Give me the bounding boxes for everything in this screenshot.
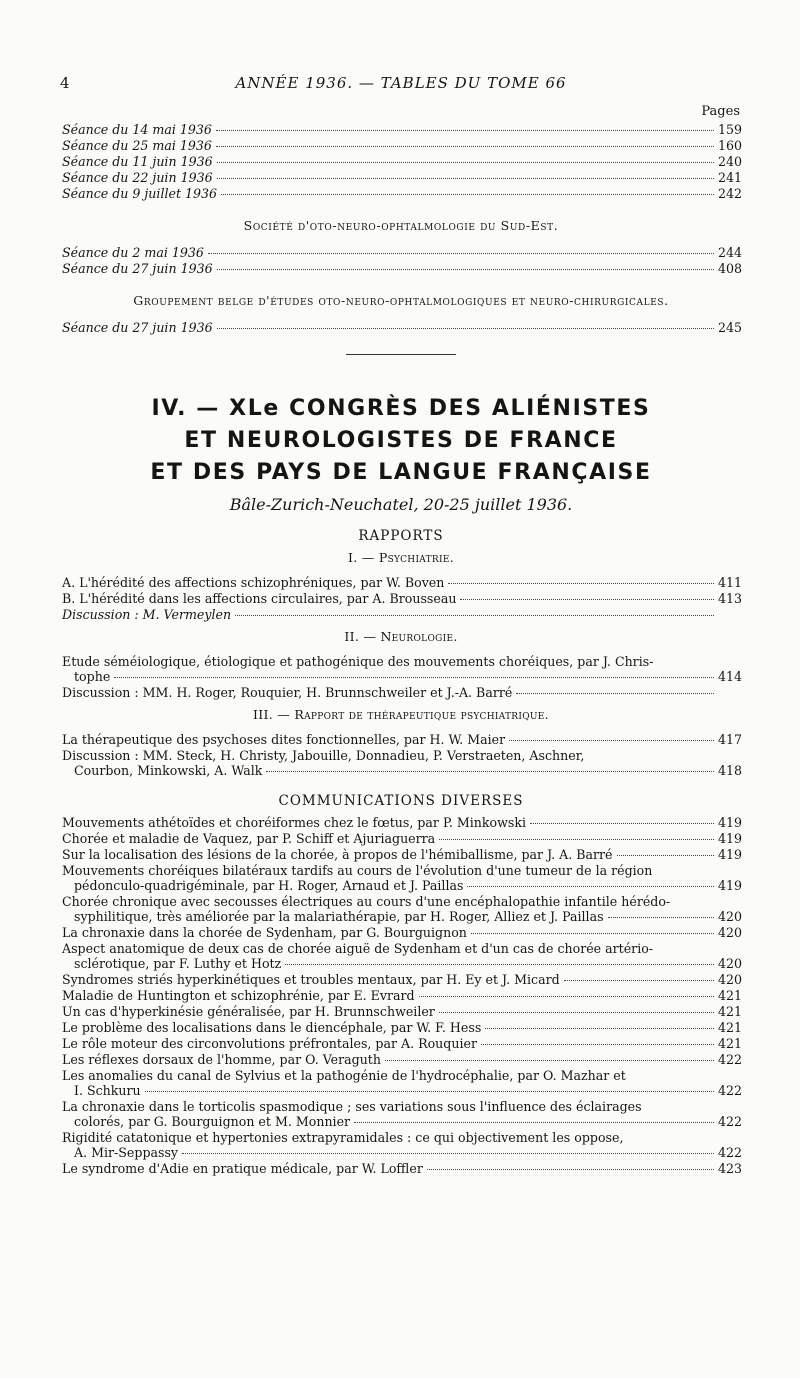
- toc-entry: [62, 669, 743, 685]
- leader-dots: [485, 1028, 714, 1029]
- leader-dots: [564, 980, 714, 981]
- entry-title: Le syndrome d'Adie en pratique médicale, par W. Loffler: [62, 1161, 423, 1176]
- entry-title: colorés, par G. Bourguignon et M. Monnier: [74, 1114, 351, 1129]
- entry-line: La chronaxie dans le torticolis spasmodique ; ses variations sous l'influence des éclairages: [62, 1099, 642, 1114]
- seances-list-2: [62, 245, 743, 277]
- entry-title: pédonculo-quadrigéminale, par H. Roger, Arnaud et J. Paillas: [74, 878, 464, 893]
- part1-list: [62, 575, 743, 623]
- entry-page: 414: [718, 669, 743, 684]
- entry-page: 244: [718, 245, 743, 260]
- entry-title: Discussion : M. Vermeylen: [62, 607, 232, 622]
- leader-dots: [217, 328, 714, 329]
- communications-heading: COMMUNICATIONS DIVERSES: [278, 793, 524, 809]
- entry-title: Séance du 11 juin 1936: [62, 154, 213, 169]
- entry-title: Séance du 2 mai 1936: [62, 245, 204, 260]
- entry-title: Chorée et maladie de Vaquez, par P. Schiff et Ajuriaguerra: [62, 831, 436, 846]
- toc-entry: [62, 1145, 743, 1161]
- leader-dots: [217, 162, 714, 163]
- entry-title: Courbon, Minkowski, A. Walk: [74, 763, 263, 778]
- leader-dots: [608, 917, 714, 918]
- leader-dots: [471, 933, 714, 934]
- toc-entry: [62, 1036, 743, 1052]
- entry-title: B. L'hérédité dans les affections circulaires, par A. Brousseau: [62, 591, 457, 606]
- toc-entry: [62, 320, 743, 336]
- running-header: [62, 70, 740, 94]
- leader-dots: [217, 269, 714, 270]
- entry-title: sclérotique, par F. Luthy et Hotz: [74, 956, 282, 971]
- section-divider: [346, 354, 456, 355]
- multiline-entry: [62, 941, 743, 972]
- entry-page: 411: [718, 575, 743, 590]
- toc-entry: [62, 186, 743, 202]
- part2-heading: II. — Neurologie.: [344, 629, 458, 644]
- entry-page: 408: [718, 261, 743, 276]
- toc-entry: [62, 972, 743, 988]
- toc-entry: [62, 815, 743, 831]
- entry-page: 422: [718, 1114, 743, 1129]
- entry-page: 418: [718, 763, 743, 778]
- leader-dots: [385, 1060, 714, 1061]
- pages-column-label: Pages: [701, 104, 740, 119]
- toc-entry: [62, 847, 743, 863]
- leader-dots: [216, 130, 714, 131]
- leader-dots: [467, 886, 714, 887]
- leader-dots: [266, 771, 714, 772]
- entry-line: Mouvements choréiques bilatéraux tardifs au cours de l'évolution d'une tumeur de la région: [62, 863, 653, 878]
- toc-entry: [62, 988, 743, 1004]
- toc-entry: [62, 1052, 743, 1068]
- toc-entry: [62, 154, 743, 170]
- leader-dots: [427, 1169, 714, 1170]
- toc-entry: [62, 956, 743, 972]
- page-number: 4: [60, 74, 70, 92]
- leader-dots: [114, 677, 714, 678]
- toc-entry: [62, 138, 743, 154]
- entry-page: 421: [718, 1004, 743, 1019]
- leader-dots: [217, 178, 714, 179]
- entry-line: Chorée chronique avec secousses électriques au cours d'une encéphalopathie infantile hérédo-: [62, 894, 671, 909]
- part3-list: [62, 732, 743, 779]
- entry-title: tophe: [74, 669, 111, 684]
- toc-entry: [62, 732, 743, 748]
- toc-entry: [62, 831, 743, 847]
- entry-page: 420: [718, 925, 743, 940]
- multiline-entry: [62, 1099, 743, 1130]
- multiline-entry: [62, 863, 743, 894]
- entry-line: Discussion : MM. Steck, H. Christy, Jabouille, Donnadieu, P. Verstraeten, Aschner,: [62, 748, 585, 763]
- entry-title: Séance du 9 juillet 1936: [62, 186, 218, 201]
- entry-page: 160: [718, 138, 743, 153]
- leader-dots: [285, 964, 714, 965]
- toc-entry: [62, 1083, 743, 1099]
- multiline-entry: [62, 748, 743, 779]
- entry-page: 420: [718, 956, 743, 971]
- toc-entry: [62, 170, 743, 186]
- congres-subtitle: Bâle-Zurich-Neuchatel, 20-25 juillet 1936.: [229, 495, 573, 514]
- leader-dots: [354, 1122, 714, 1123]
- leader-dots: [481, 1044, 714, 1045]
- entry-page: 159: [718, 122, 743, 137]
- leader-dots: [439, 1012, 714, 1013]
- leader-dots: [235, 615, 714, 616]
- entry-title: La thérapeutique des psychoses dites fonctionnelles, par H. W. Maier: [62, 732, 506, 747]
- leader-dots: [439, 839, 714, 840]
- entry-title: Séance du 14 mai 1936: [62, 122, 212, 137]
- entry-title: syphilitique, très améliorée par la malariathérapie, par H. Roger, Alliez et J. Paillas: [74, 909, 604, 924]
- document-page: [60, 70, 743, 1177]
- entry-title: Séance du 27 juin 1936: [62, 261, 213, 276]
- entry-line: Les anomalies du canal de Sylvius et la pathogénie de l'hydrocéphalie, par O. Mazhar et: [62, 1068, 626, 1083]
- entry-title: Séance du 27 juin 1936: [62, 320, 213, 335]
- entry-title: La chronaxie dans la chorée de Sydenham, par G. Bourguignon: [62, 925, 467, 940]
- entry-page: 417: [718, 732, 743, 747]
- leader-dots: [460, 599, 714, 600]
- entry-line: Aspect anatomique de deux cas de chorée aiguë de Sydenham et d'un cas de chorée artério-: [62, 941, 654, 956]
- entry-page: 245: [718, 320, 743, 335]
- entry-title: Les réflexes dorsaux de l'homme, par O. Veraguth: [62, 1052, 381, 1067]
- multiline-entry: [62, 654, 743, 685]
- leader-dots: [516, 693, 714, 694]
- entry-page: 240: [718, 154, 743, 169]
- congres-title-line-2: ET NEUROLOGISTES DE FRANCE: [184, 428, 618, 453]
- societe-heading: Société d'oto-neuro-ophtalmologie du Sud-Est.: [243, 218, 559, 233]
- leader-dots: [182, 1153, 714, 1154]
- entry-title: A. L'hérédité des affections schizophréniques, par W. Boven: [62, 575, 445, 590]
- congres-title-line-1: IV. — XLe CONGRÈS DES ALIÉNISTES: [151, 396, 651, 421]
- entry-page: 419: [718, 831, 743, 846]
- leader-dots: [208, 253, 714, 254]
- congres-title-line-3: ET DES PAYS DE LANGUE FRANÇAISE: [150, 460, 652, 485]
- leader-dots: [419, 996, 714, 997]
- toc-entry: [62, 261, 743, 277]
- entry-title: Le problème des localisations dans le diencéphale, par W. F. Hess: [62, 1020, 482, 1035]
- entry-page: 242: [718, 186, 743, 201]
- toc-entry: [62, 1161, 743, 1177]
- entry-title: Un cas d'hyperkinésie généralisée, par H. Brunnschweiler: [62, 1004, 435, 1019]
- groupement-heading: Groupement belge d'études oto-neuro-ophtalmologiques et neuro-chirurgicales.: [133, 293, 669, 308]
- entry-page: 422: [718, 1083, 743, 1098]
- entry-page: 421: [718, 988, 743, 1003]
- entry-title: Mouvements athétoïdes et choréiformes chez le fœtus, par P. Minkowski: [62, 815, 527, 830]
- entry-page: 419: [718, 815, 743, 830]
- toc-entry: [62, 245, 743, 261]
- toc-entry: [62, 1020, 743, 1036]
- entry-title: Sur la localisation des lésions de la chorée, à propos de l'hémiballisme, par J. A. Barré: [62, 847, 613, 862]
- entry-page: 419: [718, 847, 743, 862]
- entry-line: Etude séméiologique, étiologique et pathogénique des mouvements choréiques, par J. Chris-: [62, 654, 654, 669]
- entry-page: 420: [718, 909, 743, 924]
- toc-entry: [62, 607, 740, 623]
- entry-page: 422: [718, 1052, 743, 1067]
- multiline-entry: [62, 1068, 743, 1099]
- leader-dots: [509, 740, 714, 741]
- part2-list: [62, 654, 743, 701]
- entry-page: 419: [718, 878, 743, 893]
- entry-page: 413: [718, 591, 743, 606]
- entry-page: 420: [718, 972, 743, 987]
- toc-entry: [62, 763, 743, 779]
- leader-dots: [617, 855, 714, 856]
- entry-title: Séance du 22 juin 1936: [62, 170, 213, 185]
- entry-title: I. Schkuru: [74, 1083, 141, 1098]
- entry-title: Syndromes striés hyperkinétiques et troubles mentaux, par H. Ey et J. Micard: [62, 972, 560, 987]
- entry-page: 423: [718, 1161, 743, 1176]
- toc-entry: [62, 909, 743, 925]
- toc-entry: [62, 575, 743, 591]
- entry-line: Rigidité catatonique et hypertonies extrapyramidales : ce qui objectivement les oppose,: [62, 1130, 624, 1145]
- leader-dots: [448, 583, 714, 584]
- multiline-entry: [62, 894, 743, 925]
- entry-title: A. Mir-Seppassy: [74, 1145, 179, 1160]
- entry-title: Le rôle moteur des circonvolutions préfrontales, par A. Rouquier: [62, 1036, 477, 1051]
- toc-entry: [62, 1114, 743, 1130]
- leader-dots: [530, 823, 714, 824]
- seances-list-3: [62, 320, 743, 336]
- seances-list-1: [62, 122, 743, 202]
- entry-page: 421: [718, 1036, 743, 1051]
- toc-entry: [62, 591, 743, 607]
- toc-entry: [62, 878, 743, 894]
- entry-page: 422: [718, 1145, 743, 1160]
- multiline-entry: [62, 1130, 743, 1161]
- toc-entry: [62, 122, 743, 138]
- entry-page: 241: [718, 170, 743, 185]
- toc-entry: [62, 685, 740, 701]
- communications-list: [62, 815, 743, 1177]
- toc-entry: [62, 925, 743, 941]
- leader-dots: [145, 1091, 714, 1092]
- leader-dots: [216, 146, 714, 147]
- entry-title: Maladie de Huntington et schizophrénie, par E. Evrard: [62, 988, 415, 1003]
- running-title: ANNÉE 1936. — TABLES DU TOME 66: [235, 74, 567, 92]
- toc-entry: [62, 1004, 743, 1020]
- part3-heading: III. — Rapport de thérapeutique psychiatrique.: [253, 707, 549, 722]
- entry-title: Discussion : MM. H. Roger, Rouquier, H. Brunnschweiler et J.-A. Barré: [62, 685, 513, 700]
- part1-heading: I. — Psychiatrie.: [348, 550, 454, 565]
- entry-page: 421: [718, 1020, 743, 1035]
- leader-dots: [221, 194, 714, 195]
- rapports-heading: RAPPORTS: [358, 528, 444, 544]
- entry-title: Séance du 25 mai 1936: [62, 138, 212, 153]
